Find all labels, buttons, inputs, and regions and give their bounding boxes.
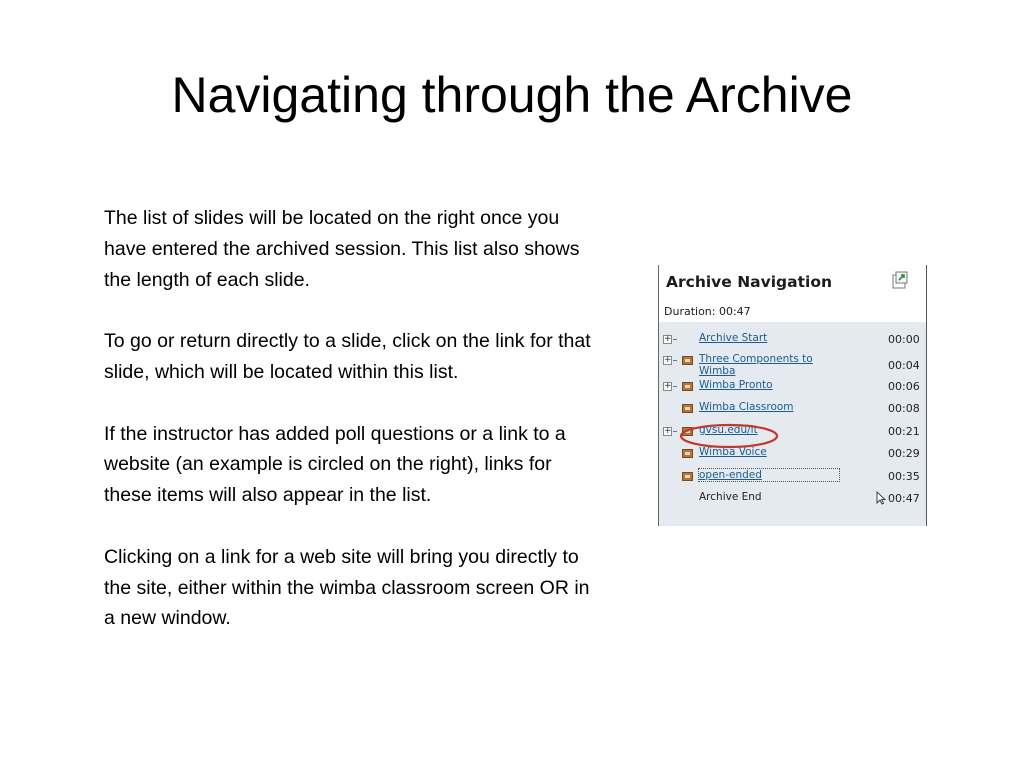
expand-plus-icon[interactable]: + — [664, 355, 672, 365]
slide-icon — [682, 404, 693, 413]
expand-plus-icon[interactable]: + — [664, 426, 672, 436]
slide-icon — [682, 382, 693, 391]
slide-link[interactable]: Wimba Pronto — [699, 379, 773, 391]
slide-link[interactable]: gvsu.edu/it — [699, 424, 758, 436]
body-text — [104, 203, 594, 665]
tree-connector — [673, 360, 677, 361]
archive-navigation-panel — [658, 265, 927, 526]
slide-list-item[interactable] — [659, 398, 926, 418]
slide-time: 00:35 — [888, 470, 920, 483]
slide-list-item[interactable] — [659, 350, 926, 377]
popout-window-icon[interactable] — [892, 271, 908, 289]
panel-header — [659, 265, 926, 301]
tree-connector — [673, 431, 677, 432]
slide-time: 00:21 — [888, 425, 920, 438]
paragraph-1: The list of slides will be located on the right once you have entered the archived session. This list also shows the length of each slide. — [104, 207, 580, 291]
expand-plus-icon[interactable]: + — [664, 334, 672, 344]
cursor-arrow-icon — [876, 491, 886, 505]
slide-link[interactable]: Three Components to Wimba — [699, 353, 813, 377]
slide-label: Archive End — [699, 491, 762, 503]
tree-connector — [673, 386, 677, 387]
paragraph-4: Clicking on a link for a web site will bring you directly to the site, either within the wimba classroom screen OR in a new window. — [104, 545, 590, 630]
slide-time: 00:47 — [888, 492, 920, 505]
slide-title: Navigating through the Archive — [171, 67, 853, 123]
slide-list-item[interactable] — [659, 443, 926, 463]
slide-icon — [682, 472, 693, 481]
panel-title: Archive Navigation — [666, 273, 832, 291]
slide-link[interactable]: Wimba Classroom — [699, 401, 794, 413]
slide-link[interactable]: Wimba Voice — [699, 446, 767, 458]
slide-time: 00:08 — [888, 402, 920, 415]
slide-list-item[interactable] — [659, 421, 926, 441]
tree-connector — [673, 339, 677, 340]
duration-label: Duration: 00:47 — [664, 305, 751, 318]
slide-time: 00:04 — [888, 359, 920, 372]
slide-link[interactable]: open-ended — [699, 469, 839, 481]
slide-icon — [682, 427, 693, 436]
slide-time: 00:29 — [888, 447, 920, 460]
slide-list-item[interactable] — [659, 329, 926, 349]
slide-list-item[interactable] — [659, 376, 926, 396]
paragraph-3: If the instructor has added poll questions or a link to a website (an example is circled on the right), links for these items will also appear in the list. — [104, 422, 566, 507]
slide-list-item[interactable] — [659, 466, 926, 486]
slide-link[interactable]: Archive Start — [699, 332, 768, 344]
slide-icon — [682, 356, 693, 365]
slide-time: 00:06 — [888, 380, 920, 393]
expand-plus-icon[interactable]: + — [664, 381, 672, 391]
slide-icon — [682, 449, 693, 458]
paragraph-2: To go or return directly to a slide, click on the link for that slide, which will be located within this list. — [104, 330, 591, 383]
slide-time: 00:00 — [888, 333, 920, 346]
